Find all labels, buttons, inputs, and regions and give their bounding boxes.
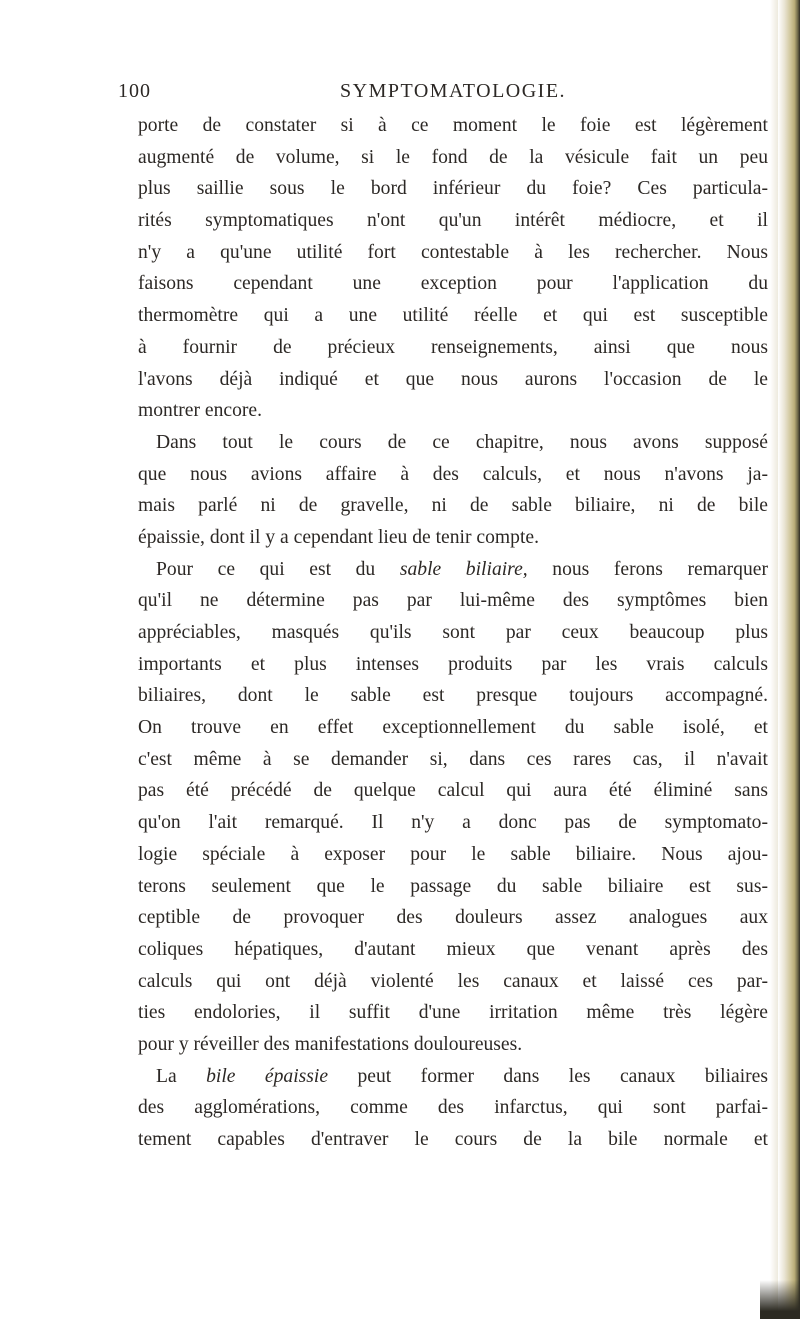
text-line: épaissie, dont il y a cependant lieu de tenir compte. xyxy=(138,526,539,548)
text-line: pas été précédé de quelque calcul qui aura été éliminé sans xyxy=(138,780,768,802)
text-line: qu'il ne détermine pas par lui-même des symptômes bien xyxy=(138,590,768,612)
text-line: appréciables, masqués qu'ils sont par ceux beaucoup plus xyxy=(138,622,768,643)
text-line: calculs qui ont déjà violenté les canaux et laissé ces par- xyxy=(138,970,768,992)
text-line: ties endolories, il suffit d'une irritation même très légère xyxy=(138,1002,768,1024)
text-line: que nous avions affaire à des calculs, et nous n'avons ja- xyxy=(138,463,768,485)
text-line: porte de constater si à ce moment le foie est légèrement xyxy=(138,115,768,136)
text-line: montrer encore. xyxy=(138,400,263,422)
text-line: logie spéciale à exposer pour le sable biliaire. Nous ajou- xyxy=(138,843,768,865)
text-line: plus saillie sous le bord inférieur du foie? Ces particula- xyxy=(138,178,768,200)
page-number: 100 xyxy=(118,80,151,102)
italic-term: sable biliaire, xyxy=(399,558,528,580)
text-line: à fournir de précieux renseignements, ainsi que nous xyxy=(138,336,768,358)
text-line: l'avons déjà indiqué et que nous aurons l'occasion de le xyxy=(138,368,768,390)
text-line: n'y a qu'une utilité fort contestable à les rechercher. Nous xyxy=(138,241,768,263)
text-line: rités symptomatiques n'ont qu'un intérêt médiocre, et il xyxy=(138,210,768,232)
text-line: tement capables d'entraver le cours de la bile normale et xyxy=(138,1129,768,1150)
book-binding-edge xyxy=(778,0,800,1319)
text-line: faisons cependant une exception pour l'application du xyxy=(138,273,768,295)
text-line: pour y réveiller des manifestations douloureuses. xyxy=(138,1033,523,1055)
text-line: ceptible de provoquer des douleurs assez analogues aux xyxy=(138,907,768,929)
body-text xyxy=(138,110,768,1156)
page-header xyxy=(118,80,758,110)
text-line: terons seulement que le passage du sable biliaire est sus- xyxy=(138,875,768,897)
text-line: c'est même à se demander si, dans ces rares cas, il n'avait xyxy=(138,748,768,770)
text-line: On trouve en effet exceptionnellement du sable isolé, et xyxy=(138,717,768,739)
text-line: augmenté de volume, si le fond de la vésicule fait un peu xyxy=(138,146,768,168)
text-line: qu'on l'ait remarqué. Il n'y a donc pas de symptomato- xyxy=(138,812,768,834)
paragraph-start-line: Pour ce qui est du sable biliaire, nous ferons remarquer xyxy=(156,558,768,580)
running-head: SYMPTOMATOLOGIE. xyxy=(340,80,567,102)
text-line: importants et plus intenses produits par les vrais calculs xyxy=(138,653,768,675)
binding-corner-shadow xyxy=(760,1280,800,1319)
text-line: biliaires, dont le sable est presque toujours accompagné. xyxy=(138,685,768,707)
text-line: des agglomérations, comme des infarctus, qui sont parfai- xyxy=(138,1097,768,1119)
italic-term: bile épaissie xyxy=(206,1065,329,1087)
text-line: thermomètre qui a une utilité réelle et qui est susceptible xyxy=(138,305,768,327)
paragraph-start-line: La bile épaissie peut former dans les canaux biliaires xyxy=(156,1065,768,1087)
text-line: mais parlé ni de gravelle, ni de sable biliaire, ni de bile xyxy=(138,495,768,517)
page-gutter-shadow xyxy=(770,0,778,1319)
paragraph-start-line: Dans tout le cours de ce chapitre, nous avons supposé xyxy=(156,431,768,453)
text-line: coliques hépatiques, d'autant mieux que venant après des xyxy=(138,938,768,960)
